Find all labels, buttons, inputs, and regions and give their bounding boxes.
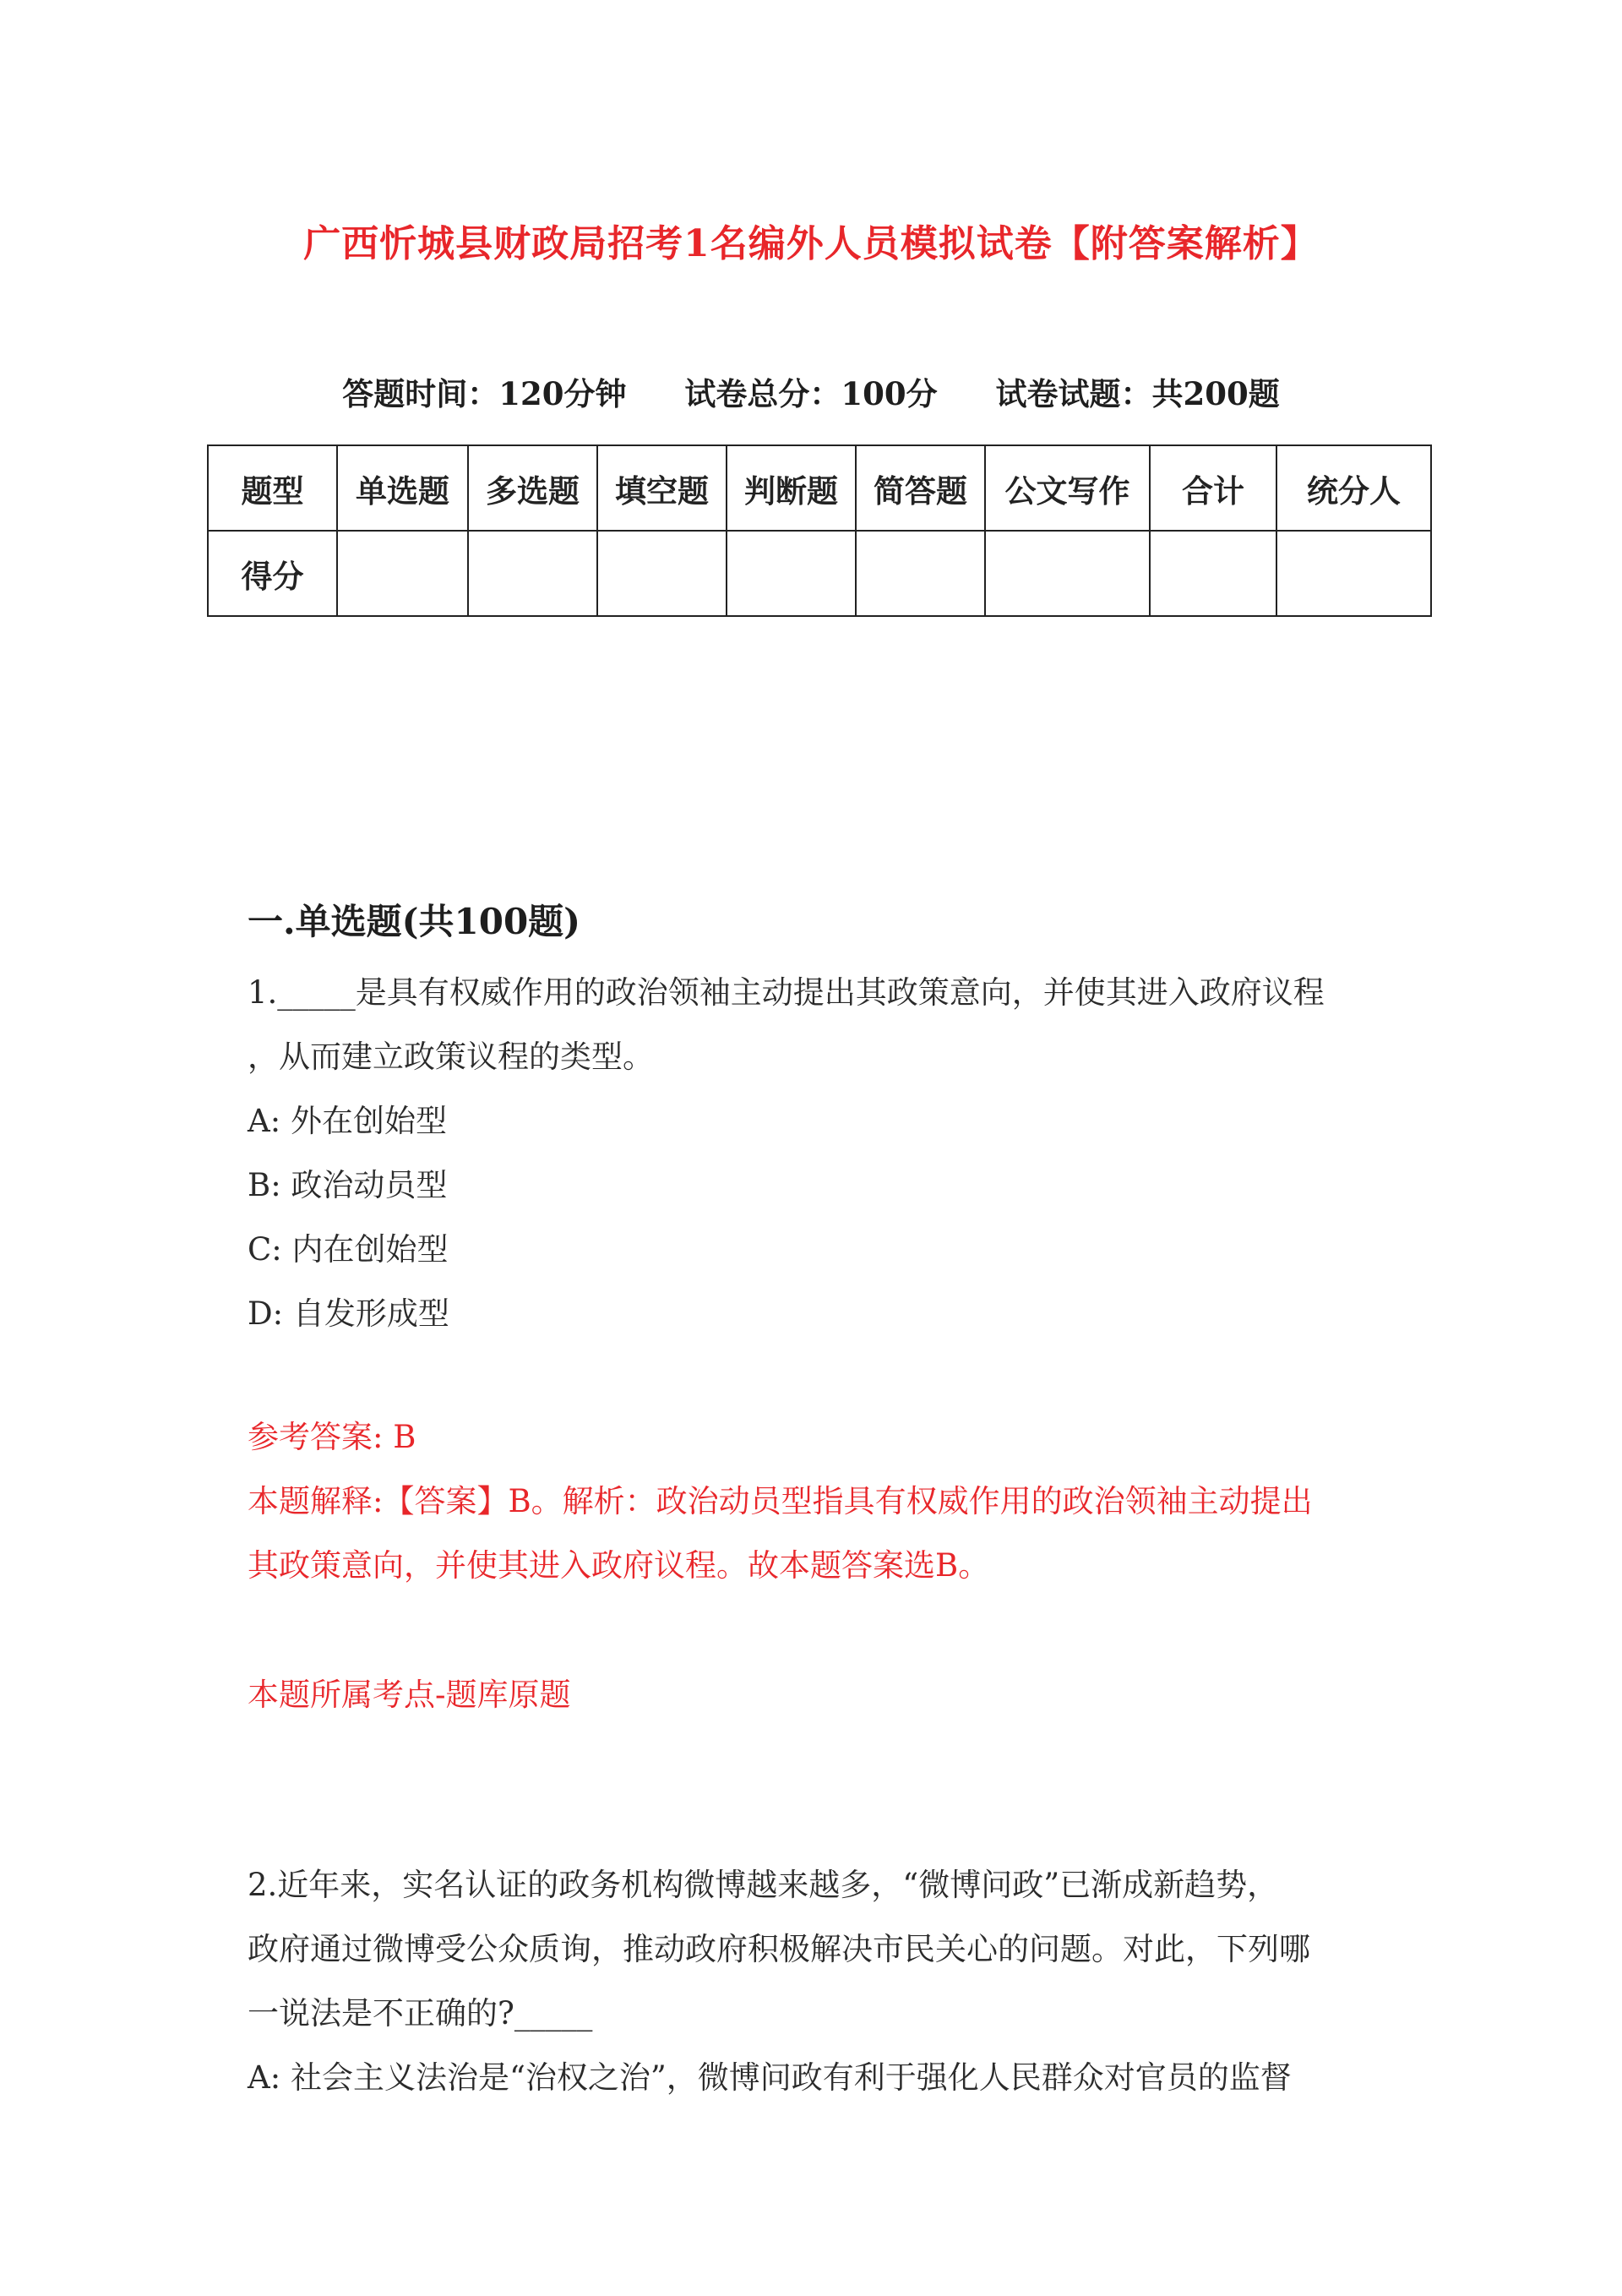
exam-title: 广西忻城县财政局招考1名编外人员模拟试卷【附答案解析】 xyxy=(303,222,1319,265)
header-cell: 多选题 xyxy=(468,445,597,531)
score-row-label: 得分 xyxy=(208,531,337,616)
exam-meta xyxy=(0,368,1622,414)
header-cell: 简答题 xyxy=(856,445,985,531)
header-cell: 题型 xyxy=(208,445,337,531)
option-b: B: 政治动员型 xyxy=(248,1167,448,1203)
exam-total-score: 试卷总分：100分 xyxy=(684,375,938,412)
score-table-header-row xyxy=(208,445,1431,531)
score-cell xyxy=(1150,531,1276,616)
question-text: 一说法是不正确的?_____ xyxy=(248,1995,593,2031)
question-text: 政府通过微博受公众质询，推动政府积极解决市民关心的问题。对此，下列哪 xyxy=(248,1931,1310,1967)
score-table-score-row xyxy=(208,531,1431,616)
question-2 xyxy=(248,1853,1310,2110)
score-cell xyxy=(1276,531,1431,616)
option-a: A: 社会主义法治是“治权之治”，微博问政有利于强化人民群众对官员的监督 xyxy=(248,2059,1292,2096)
header-cell: 公文写作 xyxy=(985,445,1150,531)
section-title: 一.单选题(共100题) xyxy=(248,901,581,942)
question-1-answer xyxy=(248,1405,1313,1598)
score-cell xyxy=(727,531,856,616)
score-table xyxy=(207,444,1432,617)
header-cell: 统分人 xyxy=(1276,445,1431,531)
question-text: 1._____是具有权威作用的政治领袖主动提出其政策意向，并使其进入政府议程 xyxy=(248,974,1325,1011)
question-1-knowledge-point: 本题所属考点-题库原题 xyxy=(248,1677,571,1713)
header-cell: 合计 xyxy=(1150,445,1276,531)
answer-text: 参考答案: B xyxy=(248,1419,416,1455)
header-cell: 判断题 xyxy=(727,445,856,531)
score-cell xyxy=(856,531,985,616)
explanation-text: 本题解释:【答案】B。解析：政治动员型指具有权威作用的政治领袖主动提出 xyxy=(248,1483,1313,1519)
question-text: ，从而建立政策议程的类型。 xyxy=(248,1039,654,1075)
question-text: 2.近年来，实名认证的政务机构微博越来越多，“微博问政”已渐成新趋势， xyxy=(248,1867,1279,1903)
question-1 xyxy=(248,961,1325,1346)
exam-question-count: 试卷试题：共200题 xyxy=(995,375,1280,412)
explanation-text: 其政策意向，并使其进入政府议程。故本题答案选B。 xyxy=(248,1547,990,1584)
score-cell xyxy=(468,531,597,616)
option-a: A: 外在创始型 xyxy=(248,1103,447,1139)
option-d: D: 自发形成型 xyxy=(248,1295,449,1332)
option-c: C: 内在创始型 xyxy=(248,1231,449,1268)
score-cell xyxy=(985,531,1150,616)
score-cell xyxy=(597,531,727,616)
exam-time: 答题时间：120分钟 xyxy=(342,375,627,412)
score-cell xyxy=(337,531,468,616)
header-cell: 单选题 xyxy=(337,445,468,531)
header-cell: 填空题 xyxy=(597,445,727,531)
